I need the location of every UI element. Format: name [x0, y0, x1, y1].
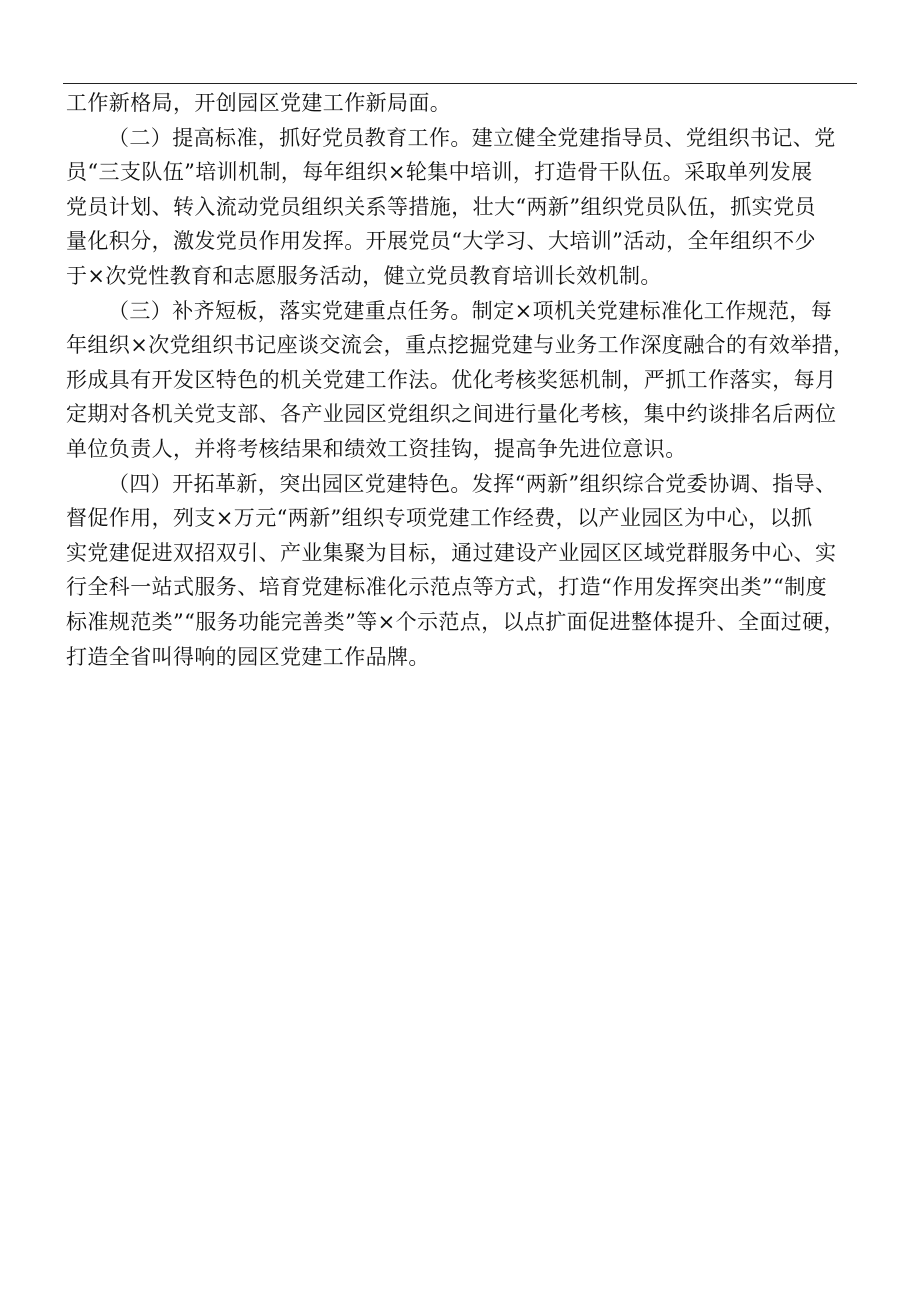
paragraph-education: [66, 121, 860, 294]
paragraph-park-features: [66, 467, 860, 675]
text-line: 行全科一站式服务、培育党建标准化示范点等方式，打造“作用发挥突出类”“制度: [66, 575, 828, 600]
text-line: （三）补齐短板，落实党建重点任务。制定×项机关党建标准化工作规范，每: [108, 298, 833, 323]
text-line: 定期对各机关党支部、各产业园区党组织之间进行量化考核，集中约谈排名后两位: [66, 402, 837, 427]
text-line: 量化积分，激发党员作用发挥。开展党员“大学习、大培训”活动，全年组织不少: [66, 229, 816, 254]
text-line: 于×次党性教育和志愿服务活动，健立党员教育培训长效机制。: [66, 263, 662, 288]
text-line: 员“三支队伍”培训机制，每年组织×轮集中培训，打造骨干队伍。采取单列发展: [66, 160, 813, 185]
text-line: 年组织×次党组织书记座谈交流会，重点挖掘党建与业务工作深度融合的有效举措，: [66, 333, 855, 358]
text-line: 打造全省叫得响的园区党建工作品牌。: [66, 644, 430, 669]
document-body: [66, 86, 860, 674]
text-line: （二）提高标准，抓好党员教育工作。建立健全党建指导员、党组织书记、党: [108, 125, 836, 150]
text-line: 实党建促进双招双引、产业集聚为目标，通过建设产业园区区域党群服务中心、实: [66, 540, 837, 565]
text-line: 标准规范类”“服务功能完善类”等×个示范点，以点扩面促进整体提升、全面过硬，: [66, 609, 845, 634]
paragraph-key-tasks: [66, 294, 860, 467]
paragraph-continuation: [66, 86, 860, 121]
text-line: 形成具有开发区特色的机关党建工作法。优化考核奖惩机制，严抓工作落实，每月: [66, 367, 837, 392]
text-line: 党员计划、转入流动党员组织关系等措施，壮大“两新”组织党员队伍，抓实党员: [66, 194, 816, 219]
header-rule: [63, 83, 857, 84]
text-line: 单位负责人，并将考核结果和绩效工资挂钩，提高争先进位意识。: [66, 436, 687, 461]
text-line: 督促作用，列支×万元“两新”组织专项党建工作经费，以产业园区为中心，以抓: [66, 506, 813, 531]
text-line: 工作新格局，开创园区党建工作新局面。: [66, 91, 452, 115]
text-line: （四）开拓革新，突出园区党建特色。发挥“两新”组织综合党委协调、指导、: [108, 471, 837, 496]
